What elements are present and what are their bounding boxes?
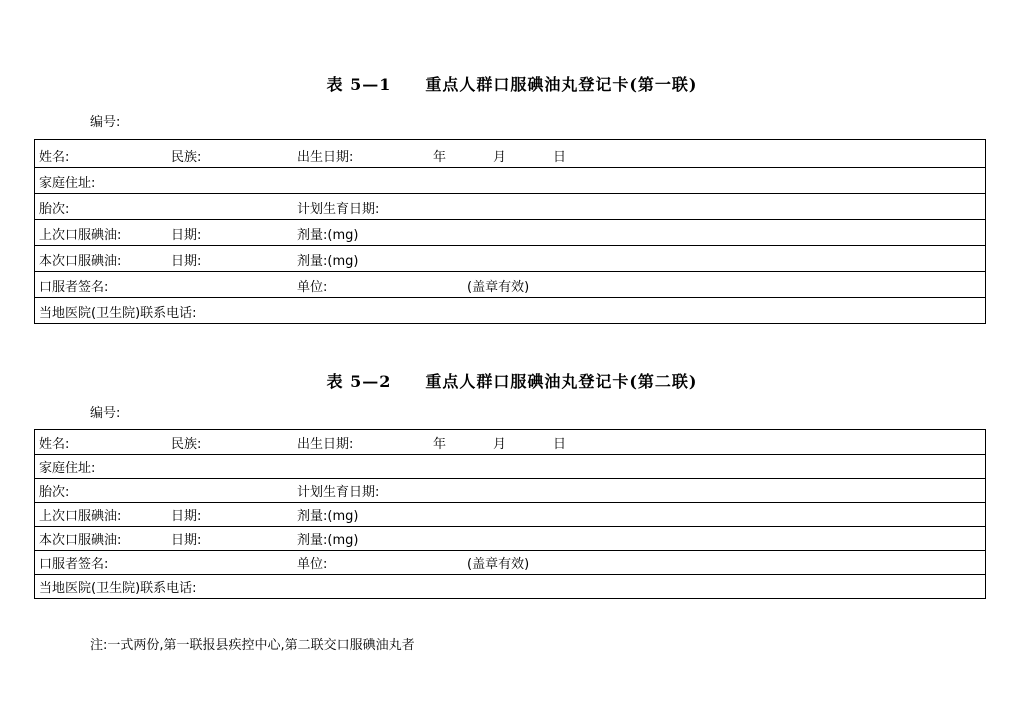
last-date-label: 日期: bbox=[171, 228, 202, 243]
row-signature bbox=[35, 550, 985, 574]
row-signature bbox=[35, 271, 985, 297]
row-hospital-phone bbox=[35, 297, 985, 323]
last-date-label: 日期: bbox=[171, 509, 202, 524]
unit-label: 单位: bbox=[297, 280, 328, 295]
unit-label: 单位: bbox=[297, 557, 328, 572]
card-1-form bbox=[34, 139, 986, 324]
planned-birth-label: 计划生育日期: bbox=[297, 202, 380, 217]
ethnicity-label: 民族: bbox=[171, 437, 202, 452]
name-label: 姓名: bbox=[39, 150, 70, 165]
last-amount-label: 剂量:(mg) bbox=[297, 228, 359, 243]
this-date-label: 日期: bbox=[171, 254, 202, 269]
footnote: 注:一式两份,第一联报县疾控中心,第二联交口服碘油丸者 bbox=[90, 638, 415, 653]
parity-label: 胎次: bbox=[39, 202, 70, 217]
row-this-dose bbox=[35, 245, 985, 271]
card-2-form bbox=[34, 429, 986, 599]
month-label: 月 bbox=[493, 437, 507, 452]
day-label: 日 bbox=[553, 150, 567, 165]
row-name bbox=[35, 140, 985, 167]
card-2-serial-label: 编号: bbox=[90, 406, 121, 421]
last-amount-label: 剂量:(mg) bbox=[297, 509, 359, 524]
row-address bbox=[35, 167, 985, 193]
row-address bbox=[35, 454, 985, 478]
row-last-dose bbox=[35, 502, 985, 526]
signature-label: 口服者签名: bbox=[39, 280, 109, 295]
last-dose-label: 上次口服碘油: bbox=[39, 509, 122, 524]
year-label: 年 bbox=[433, 150, 447, 165]
birth-date-label: 出生日期: bbox=[297, 437, 354, 452]
row-this-dose bbox=[35, 526, 985, 550]
address-label: 家庭住址: bbox=[39, 176, 96, 191]
this-amount-label: 剂量:(mg) bbox=[297, 533, 359, 548]
stamp-label: (盖章有效) bbox=[467, 557, 530, 572]
last-dose-label: 上次口服碘油: bbox=[39, 228, 122, 243]
birth-date-label: 出生日期: bbox=[297, 150, 354, 165]
address-label: 家庭住址: bbox=[39, 461, 96, 476]
hospital-phone-label: 当地医院(卫生院)联系电话: bbox=[39, 581, 197, 596]
day-label: 日 bbox=[553, 437, 567, 452]
year-label: 年 bbox=[433, 437, 447, 452]
month-label: 月 bbox=[493, 150, 507, 165]
planned-birth-label: 计划生育日期: bbox=[297, 485, 380, 500]
hospital-phone-label: 当地医院(卫生院)联系电话: bbox=[39, 306, 197, 321]
name-label: 姓名: bbox=[39, 437, 70, 452]
row-parity bbox=[35, 478, 985, 502]
row-last-dose bbox=[35, 219, 985, 245]
stamp-label: (盖章有效) bbox=[467, 280, 530, 295]
this-date-label: 日期: bbox=[171, 533, 202, 548]
card-1-serial-label: 编号: bbox=[90, 115, 121, 130]
ethnicity-label: 民族: bbox=[171, 150, 202, 165]
card-1-title: 表 5—1 重点人群口服碘油丸登记卡(第一联) bbox=[326, 75, 698, 94]
row-hospital-phone bbox=[35, 574, 985, 598]
this-amount-label: 剂量:(mg) bbox=[297, 254, 359, 269]
parity-label: 胎次: bbox=[39, 485, 70, 500]
row-name bbox=[35, 430, 985, 454]
signature-label: 口服者签名: bbox=[39, 557, 109, 572]
row-parity bbox=[35, 193, 985, 219]
this-dose-label: 本次口服碘油: bbox=[39, 254, 122, 269]
card-2-title: 表 5—2 重点人群口服碘油丸登记卡(第二联) bbox=[326, 372, 698, 391]
this-dose-label: 本次口服碘油: bbox=[39, 533, 122, 548]
